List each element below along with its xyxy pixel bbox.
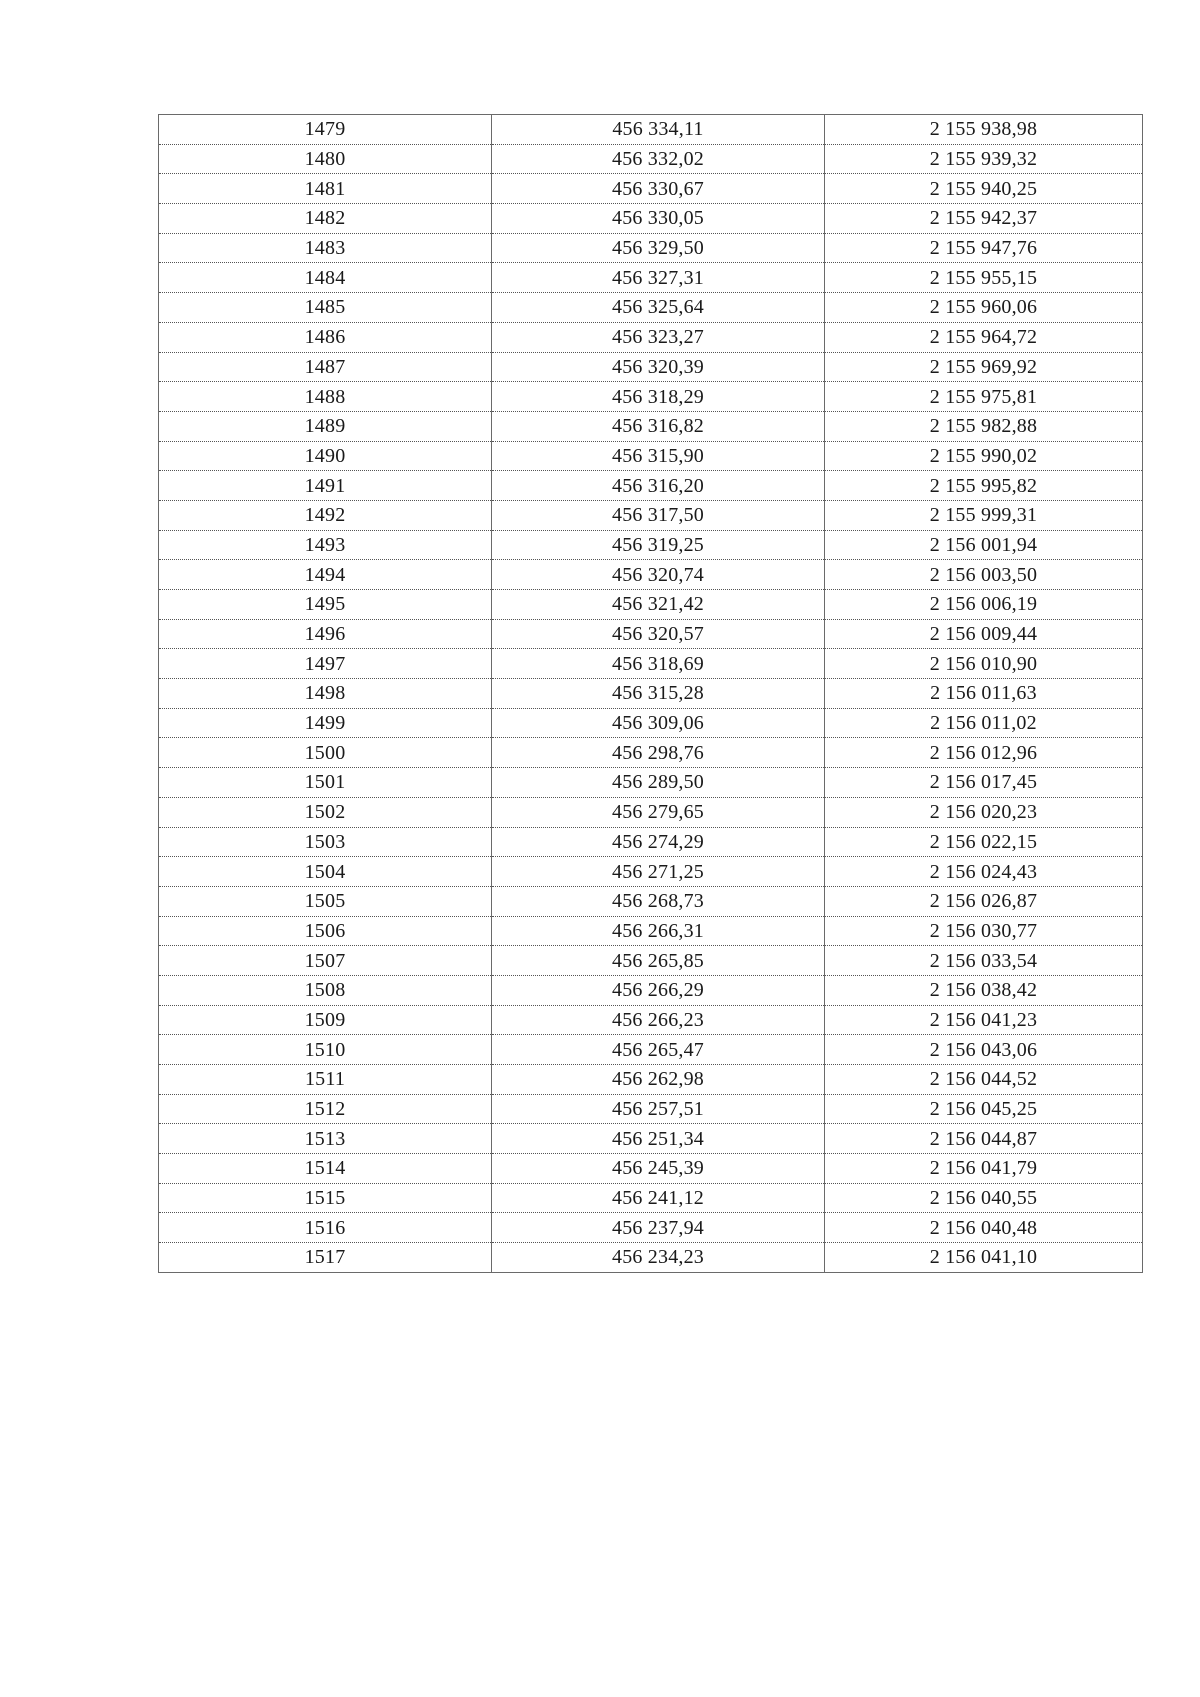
x-coordinate-cell: 456 316,82 — [492, 411, 825, 441]
table-row — [159, 619, 1143, 649]
x-coordinate-cell: 456 262,98 — [492, 1065, 825, 1095]
y-coordinate-cell: 2 155 942,37 — [825, 204, 1143, 234]
table-row — [159, 768, 1143, 798]
x-coordinate-cell: 456 266,31 — [492, 916, 825, 946]
x-coordinate-cell: 456 266,23 — [492, 1005, 825, 1035]
x-coordinate-cell: 456 325,64 — [492, 293, 825, 323]
y-coordinate-cell: 2 156 045,25 — [825, 1094, 1143, 1124]
x-coordinate-cell: 456 332,02 — [492, 144, 825, 174]
x-coordinate-cell: 456 330,05 — [492, 204, 825, 234]
point-number-cell: 1497 — [159, 649, 492, 679]
x-coordinate-cell: 456 241,12 — [492, 1183, 825, 1213]
y-coordinate-cell: 2 155 964,72 — [825, 322, 1143, 352]
x-coordinate-cell: 456 320,39 — [492, 352, 825, 382]
x-coordinate-cell: 456 327,31 — [492, 263, 825, 293]
y-coordinate-cell: 2 156 001,94 — [825, 530, 1143, 560]
x-coordinate-cell: 456 257,51 — [492, 1094, 825, 1124]
coordinates-table — [158, 114, 1143, 1273]
table-row — [159, 411, 1143, 441]
y-coordinate-cell: 2 156 011,02 — [825, 708, 1143, 738]
y-coordinate-cell: 2 156 026,87 — [825, 886, 1143, 916]
y-coordinate-cell: 2 156 041,10 — [825, 1243, 1143, 1273]
point-number-cell: 1507 — [159, 946, 492, 976]
point-number-cell: 1513 — [159, 1124, 492, 1154]
table-row — [159, 590, 1143, 620]
y-coordinate-cell: 2 156 011,63 — [825, 679, 1143, 709]
table-row — [159, 916, 1143, 946]
table-row — [159, 322, 1143, 352]
y-coordinate-cell: 2 156 033,54 — [825, 946, 1143, 976]
y-coordinate-cell: 2 156 009,44 — [825, 619, 1143, 649]
point-number-cell: 1503 — [159, 827, 492, 857]
y-coordinate-cell: 2 156 044,52 — [825, 1065, 1143, 1095]
point-number-cell: 1515 — [159, 1183, 492, 1213]
x-coordinate-cell: 456 329,50 — [492, 233, 825, 263]
table-row — [159, 530, 1143, 560]
point-number-cell: 1490 — [159, 441, 492, 471]
x-coordinate-cell: 456 318,29 — [492, 382, 825, 412]
x-coordinate-cell: 456 315,28 — [492, 679, 825, 709]
table-row — [159, 233, 1143, 263]
point-number-cell: 1511 — [159, 1065, 492, 1095]
point-number-cell: 1500 — [159, 738, 492, 768]
x-coordinate-cell: 456 274,29 — [492, 827, 825, 857]
point-number-cell: 1509 — [159, 1005, 492, 1035]
table-row — [159, 560, 1143, 590]
x-coordinate-cell: 456 321,42 — [492, 590, 825, 620]
y-coordinate-cell: 2 156 022,15 — [825, 827, 1143, 857]
x-coordinate-cell: 456 245,39 — [492, 1154, 825, 1184]
point-number-cell: 1499 — [159, 708, 492, 738]
point-number-cell: 1498 — [159, 679, 492, 709]
point-number-cell: 1510 — [159, 1035, 492, 1065]
point-number-cell: 1512 — [159, 1094, 492, 1124]
point-number-cell: 1484 — [159, 263, 492, 293]
table-row — [159, 1005, 1143, 1035]
point-number-cell: 1485 — [159, 293, 492, 323]
table-row — [159, 1124, 1143, 1154]
y-coordinate-cell: 2 156 040,48 — [825, 1213, 1143, 1243]
point-number-cell: 1481 — [159, 174, 492, 204]
x-coordinate-cell: 456 265,85 — [492, 946, 825, 976]
table-row — [159, 174, 1143, 204]
y-coordinate-cell: 2 155 955,15 — [825, 263, 1143, 293]
table-row — [159, 886, 1143, 916]
y-coordinate-cell: 2 156 020,23 — [825, 797, 1143, 827]
x-coordinate-cell: 456 298,76 — [492, 738, 825, 768]
table-row — [159, 471, 1143, 501]
table-row — [159, 204, 1143, 234]
point-number-cell: 1495 — [159, 590, 492, 620]
y-coordinate-cell: 2 156 012,96 — [825, 738, 1143, 768]
x-coordinate-cell: 456 323,27 — [492, 322, 825, 352]
point-number-cell: 1502 — [159, 797, 492, 827]
table-row — [159, 1065, 1143, 1095]
x-coordinate-cell: 456 318,69 — [492, 649, 825, 679]
y-coordinate-cell: 2 156 043,06 — [825, 1035, 1143, 1065]
table-row — [159, 1243, 1143, 1273]
point-number-cell: 1479 — [159, 115, 492, 145]
x-coordinate-cell: 456 271,25 — [492, 857, 825, 887]
table-row — [159, 679, 1143, 709]
y-coordinate-cell: 2 155 999,31 — [825, 500, 1143, 530]
point-number-cell: 1487 — [159, 352, 492, 382]
y-coordinate-cell: 2 156 024,43 — [825, 857, 1143, 887]
point-number-cell: 1493 — [159, 530, 492, 560]
point-number-cell: 1482 — [159, 204, 492, 234]
point-number-cell: 1501 — [159, 768, 492, 798]
y-coordinate-cell: 2 155 939,32 — [825, 144, 1143, 174]
x-coordinate-cell: 456 320,74 — [492, 560, 825, 590]
x-coordinate-cell: 456 268,73 — [492, 886, 825, 916]
y-coordinate-cell: 2 156 044,87 — [825, 1124, 1143, 1154]
y-coordinate-cell: 2 155 995,82 — [825, 471, 1143, 501]
y-coordinate-cell: 2 155 938,98 — [825, 115, 1143, 145]
table-row — [159, 441, 1143, 471]
x-coordinate-cell: 456 265,47 — [492, 1035, 825, 1065]
y-coordinate-cell: 2 156 038,42 — [825, 975, 1143, 1005]
y-coordinate-cell: 2 155 940,25 — [825, 174, 1143, 204]
point-number-cell: 1488 — [159, 382, 492, 412]
table-row — [159, 1183, 1143, 1213]
y-coordinate-cell: 2 156 003,50 — [825, 560, 1143, 590]
point-number-cell: 1492 — [159, 500, 492, 530]
point-number-cell: 1480 — [159, 144, 492, 174]
point-number-cell: 1504 — [159, 857, 492, 887]
table-row — [159, 500, 1143, 530]
point-number-cell: 1494 — [159, 560, 492, 590]
point-number-cell: 1508 — [159, 975, 492, 1005]
table-row — [159, 946, 1143, 976]
table-row — [159, 975, 1143, 1005]
x-coordinate-cell: 456 279,65 — [492, 797, 825, 827]
x-coordinate-cell: 456 317,50 — [492, 500, 825, 530]
x-coordinate-cell: 456 319,25 — [492, 530, 825, 560]
y-coordinate-cell: 2 156 010,90 — [825, 649, 1143, 679]
table-row — [159, 708, 1143, 738]
x-coordinate-cell: 456 251,34 — [492, 1124, 825, 1154]
table-row — [159, 1213, 1143, 1243]
y-coordinate-cell: 2 156 041,23 — [825, 1005, 1143, 1035]
point-number-cell: 1489 — [159, 411, 492, 441]
table-row — [159, 263, 1143, 293]
table-row — [159, 1094, 1143, 1124]
y-coordinate-cell: 2 156 006,19 — [825, 590, 1143, 620]
point-number-cell: 1516 — [159, 1213, 492, 1243]
table-row — [159, 293, 1143, 323]
point-number-cell: 1514 — [159, 1154, 492, 1184]
point-number-cell: 1496 — [159, 619, 492, 649]
table-row — [159, 144, 1143, 174]
point-number-cell: 1517 — [159, 1243, 492, 1273]
x-coordinate-cell: 456 266,29 — [492, 975, 825, 1005]
point-number-cell: 1506 — [159, 916, 492, 946]
x-coordinate-cell: 456 334,11 — [492, 115, 825, 145]
x-coordinate-cell: 456 289,50 — [492, 768, 825, 798]
y-coordinate-cell: 2 155 975,81 — [825, 382, 1143, 412]
coordinates-table-body — [159, 115, 1143, 1273]
y-coordinate-cell: 2 156 017,45 — [825, 768, 1143, 798]
x-coordinate-cell: 456 309,06 — [492, 708, 825, 738]
table-row — [159, 857, 1143, 887]
y-coordinate-cell: 2 155 990,02 — [825, 441, 1143, 471]
x-coordinate-cell: 456 315,90 — [492, 441, 825, 471]
y-coordinate-cell: 2 156 030,77 — [825, 916, 1143, 946]
table-row — [159, 115, 1143, 145]
table-row — [159, 797, 1143, 827]
y-coordinate-cell: 2 155 947,76 — [825, 233, 1143, 263]
table-row — [159, 352, 1143, 382]
table-row — [159, 382, 1143, 412]
x-coordinate-cell: 456 320,57 — [492, 619, 825, 649]
point-number-cell: 1505 — [159, 886, 492, 916]
table-row — [159, 649, 1143, 679]
table-row — [159, 1035, 1143, 1065]
x-coordinate-cell: 456 234,23 — [492, 1243, 825, 1273]
x-coordinate-cell: 456 237,94 — [492, 1213, 825, 1243]
y-coordinate-cell: 2 155 960,06 — [825, 293, 1143, 323]
x-coordinate-cell: 456 330,67 — [492, 174, 825, 204]
y-coordinate-cell: 2 155 969,92 — [825, 352, 1143, 382]
point-number-cell: 1491 — [159, 471, 492, 501]
point-number-cell: 1483 — [159, 233, 492, 263]
y-coordinate-cell: 2 156 040,55 — [825, 1183, 1143, 1213]
table-row — [159, 827, 1143, 857]
y-coordinate-cell: 2 156 041,79 — [825, 1154, 1143, 1184]
table-row — [159, 738, 1143, 768]
table-row — [159, 1154, 1143, 1184]
point-number-cell: 1486 — [159, 322, 492, 352]
y-coordinate-cell: 2 155 982,88 — [825, 411, 1143, 441]
x-coordinate-cell: 456 316,20 — [492, 471, 825, 501]
